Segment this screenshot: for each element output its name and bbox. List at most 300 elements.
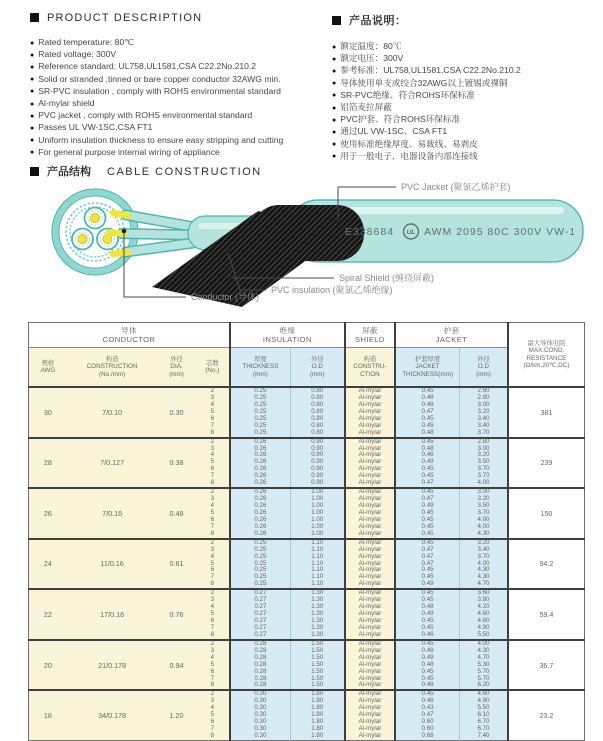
cell-line: 0.27 [254, 589, 267, 597]
cell-line: Al-mylar [358, 407, 382, 415]
cell-line: 3.60 [477, 589, 490, 597]
cell-line: 3 [210, 545, 215, 553]
description-item-text: 导体使用单支或绞合32AWG以上镀锡或裸铜 [340, 77, 508, 88]
cell-line: 0.49 [421, 458, 434, 466]
cell-line: 5 [210, 610, 215, 618]
description-item [30, 49, 322, 61]
cell-line: 0.80 [311, 400, 324, 408]
cell-line: 3 [210, 697, 215, 705]
cell-line: Al-mylar [358, 681, 382, 689]
product-description-zh [332, 12, 598, 163]
cell-line: 0.45 [421, 529, 434, 537]
cell-line: 4.60 [477, 690, 490, 698]
cell-line: 7 [210, 674, 215, 682]
cell-line: 1.50 [311, 646, 324, 654]
table-row [29, 438, 585, 489]
ins-thickness-cell [230, 589, 290, 640]
description-item-text: 通过UL VW-1SC、CSA FT1 [340, 126, 448, 137]
description-item [332, 65, 598, 77]
cell-line: 1.80 [311, 697, 324, 705]
table-row [29, 690, 585, 740]
cell-line: 1.30 [311, 596, 324, 604]
cell-line: 0.25 [254, 393, 267, 401]
dia-cell: 0.30 [157, 387, 195, 438]
cell-line: 5.30 [477, 660, 490, 668]
column-header-row [29, 348, 585, 388]
cell-line: 1.50 [311, 667, 324, 675]
shield-cell [345, 488, 395, 539]
cell-line: 6.20 [477, 681, 490, 689]
column-header: 构造 CONSTRUCTION (No./mm) [67, 348, 158, 388]
resistance-cell: 94.2 [508, 539, 585, 590]
jacket-thickness-cell [395, 539, 459, 590]
section-header-jacket: 护套 JACKET [395, 323, 508, 348]
cell-line: 0.28 [254, 660, 267, 668]
cell-line: Al-mylar [358, 545, 382, 553]
description-item [332, 53, 598, 65]
cell-line: Al-mylar [358, 508, 382, 516]
cell-line: Al-mylar [358, 589, 382, 597]
cell-line: 0.46 [421, 630, 434, 638]
cell-line: 0.60 [421, 725, 434, 733]
cell-line: 1.50 [311, 653, 324, 661]
cell-line: 0.90 [311, 472, 324, 480]
cell-line: 8 [210, 529, 215, 537]
cell-line: Al-mylar [358, 573, 382, 581]
cell-line: 2 [210, 387, 215, 394]
dot-bullet-icon: ● [30, 88, 35, 96]
spec-table [28, 322, 585, 741]
cell-line: 1.50 [311, 681, 324, 689]
description-item-text: 参考标准：UL758,UL1581,CSA C22.2No.210.2 [340, 65, 521, 76]
cell-line: 5 [210, 407, 215, 415]
awg-cell: 26 [29, 488, 67, 539]
cell-line: 0.26 [254, 472, 267, 480]
cell-line: Al-mylar [358, 711, 382, 719]
cell-line: 2 [210, 437, 215, 445]
construction-cell: 7/0.10 [67, 387, 158, 438]
table-row [29, 488, 585, 539]
description-item-text: Rated temperature: 80℃ [38, 37, 134, 47]
column-header: 外径 O.D (mm) [460, 348, 508, 388]
dot-bullet-icon: ● [332, 116, 337, 124]
cell-line: 0.80 [311, 407, 324, 415]
jacket-thickness-cell [395, 438, 459, 489]
cell-line: 3.70 [477, 552, 490, 560]
cell-line: 3.70 [477, 465, 490, 473]
cell-line: 0.90 [311, 444, 324, 452]
cell-line: 1.00 [311, 495, 324, 503]
description-item-text: Passes UL VW-1SC,CSA FT1 [38, 122, 153, 133]
cell-line: 0.48 [421, 393, 434, 401]
dot-bullet-icon: ● [332, 128, 337, 136]
cell-line: 2 [210, 538, 215, 546]
cell-line: Al-mylar [358, 623, 382, 631]
cell-line: 0.45 [421, 589, 434, 597]
awg-cell: 30 [29, 387, 67, 438]
construction-cell: 11/0.16 [67, 539, 158, 590]
cell-line: 5 [210, 458, 215, 466]
cell-line: Al-mylar [358, 414, 382, 422]
cell-line: 1.00 [311, 515, 324, 523]
description-item-text: Al-mylar shield [38, 98, 95, 109]
cell-line: 0.28 [254, 674, 267, 682]
cell-line: 1.30 [311, 589, 324, 597]
description-item [332, 102, 598, 114]
cell-line: 0.25 [254, 414, 267, 422]
cell-line: 3.70 [477, 428, 490, 436]
cell-line: 4.70 [477, 580, 490, 588]
description-item [30, 122, 322, 134]
cores-cell [196, 488, 230, 539]
description-item [332, 126, 598, 138]
product-description-title-text: PRODUCT DESCRIPTION [47, 12, 203, 24]
cell-line: 3.20 [477, 451, 490, 459]
cell-line: 3 [210, 393, 215, 401]
cell-line: 0.45 [421, 472, 434, 480]
dot-bullet-icon: ● [332, 55, 337, 63]
product-description-title-zh-text: 产品说明： [349, 15, 407, 27]
jacket-thickness-cell [395, 488, 459, 539]
jacket-thickness-cell [395, 589, 459, 640]
cell-line: 0.45 [421, 623, 434, 631]
cell-line: 0.25 [254, 580, 267, 588]
cell-line: Al-mylar [358, 653, 382, 661]
cell-line: 0.45 [421, 573, 434, 581]
awg-cell: 18 [29, 690, 67, 740]
section-header-row [29, 323, 585, 348]
cell-line: 0.26 [254, 488, 267, 496]
jacket-od-cell [460, 690, 508, 740]
cell-line: 6 [210, 667, 215, 675]
shield-cell [345, 438, 395, 489]
cell-line: 0.45 [421, 690, 434, 698]
description-item-text: 铝箔麦拉屏蔽 [340, 102, 392, 113]
awg-cell: 24 [29, 539, 67, 590]
cell-line: 6 [210, 718, 215, 726]
cell-line: 0.45 [421, 508, 434, 516]
cell-line: 0.90 [311, 458, 324, 466]
cell-line: 7 [210, 421, 215, 429]
cell-line: Al-mylar [358, 479, 382, 487]
cross-section-conductor [72, 229, 93, 250]
cell-line: 0.45 [421, 437, 434, 445]
cell-line: 0.27 [254, 630, 267, 638]
cell-line: 1.30 [311, 623, 324, 631]
cell-line: 0.27 [254, 623, 267, 631]
cell-line: 0.25 [254, 552, 267, 560]
label-conductor: Conductor (导体) [191, 292, 260, 302]
ins-thickness-cell [230, 488, 290, 539]
cell-line: 1.50 [311, 674, 324, 682]
label-pvc-jacket: PVC Jacket (聚氯乙烯护套) [401, 182, 511, 192]
ins-thickness-cell [230, 387, 290, 438]
cell-line: Al-mylar [358, 559, 382, 567]
dot-bullet-icon: ● [30, 100, 35, 108]
cell-line: 1.80 [311, 718, 324, 726]
cell-line: 1.80 [311, 704, 324, 712]
dia-cell: 0.94 [157, 640, 195, 691]
cell-line: 1.00 [311, 508, 324, 516]
dot-bullet-icon: ● [332, 67, 337, 75]
cell-line: 3.50 [477, 502, 490, 509]
cell-line: Al-mylar [358, 660, 382, 668]
cell-line: 2 [210, 690, 215, 698]
cell-line: 0.45 [421, 421, 434, 429]
cell-line: 0.27 [254, 610, 267, 618]
jacket-od-cell [460, 387, 508, 438]
dot-bullet-icon: ● [332, 141, 337, 149]
cell-line: 8 [210, 732, 215, 739]
cell-line: 5.50 [477, 704, 490, 712]
construction-title-zh: 产品结构 [47, 166, 91, 178]
cell-line: Al-mylar [358, 495, 382, 503]
ins-od-cell [290, 488, 344, 539]
jacket-od-cell [460, 640, 508, 691]
cell-line: 3.70 [477, 508, 490, 516]
cell-line: 1.10 [311, 545, 324, 553]
cell-line: 0.80 [311, 393, 324, 401]
cell-line: Al-mylar [358, 393, 382, 401]
cell-line: 0.49 [421, 580, 434, 588]
resistance-cell: 23.2 [508, 690, 585, 740]
cell-line: 0.30 [254, 732, 267, 739]
shield-cell [345, 690, 395, 740]
cell-line: 0.47 [421, 495, 434, 503]
cell-line: 4.60 [477, 610, 490, 618]
resistance-header: 最大导体电阻 MAX.COND. RESISTANCE (Ω/km,20℃,DC) [508, 323, 585, 388]
shield-cell [345, 640, 395, 691]
shield-pointer-dot [228, 275, 233, 280]
cell-line: Al-mylar [358, 630, 382, 638]
cell-line: Al-mylar [358, 529, 382, 537]
description-item-text: SR-PVC insulation , comply with ROHS environmental standard [38, 85, 281, 96]
column-header: 构造 CONSTRU- CTION [345, 348, 395, 388]
ins-thickness-cell [230, 690, 290, 740]
cross-section-conductor [85, 208, 106, 229]
resistance-cell: 150 [508, 488, 585, 539]
jacket-od-cell [460, 539, 508, 590]
description-item [30, 147, 322, 159]
cell-line: 0.49 [421, 653, 434, 661]
description-item [332, 41, 598, 53]
cell-line: 6.70 [477, 718, 490, 726]
dot-bullet-icon: ● [30, 76, 35, 84]
cell-line: 1.10 [311, 573, 324, 581]
cell-line: Al-mylar [358, 639, 382, 647]
cell-line: 0.45 [421, 515, 434, 523]
cores-cell [196, 387, 230, 438]
cell-line: 0.47 [421, 479, 434, 487]
table-row [29, 589, 585, 640]
cell-line: 4 [210, 552, 215, 560]
construction-cell: 21/0.178 [67, 640, 158, 691]
product-description-en [30, 12, 322, 159]
construction-cell: 7/0.16 [67, 488, 158, 539]
product-description-list-zh [332, 41, 598, 163]
conductor-pointer-dot [122, 229, 127, 234]
cell-line: 0.26 [254, 458, 267, 466]
cell-line: 3 [210, 495, 215, 503]
cell-line: 1.80 [311, 732, 324, 739]
dot-bullet-icon: ● [30, 51, 35, 59]
description-item-text: Solid or stranded ,tinned or bare copper conductor 32AWG min. [38, 73, 281, 84]
cell-line: 5 [210, 660, 215, 668]
dot-bullet-icon: ● [30, 112, 35, 120]
section-header-insulation: 绝缘 INSULATION [230, 323, 345, 348]
shield-cell [345, 539, 395, 590]
cell-line: 0.25 [254, 559, 267, 567]
table-row [29, 539, 585, 590]
insulation-pointer-dot [226, 249, 231, 254]
cell-line: 0.90 [311, 479, 324, 487]
description-item-text: 使用标准绝缘厚度、易裁线、易剥皮 [340, 138, 478, 149]
cell-line: 4 [210, 704, 215, 712]
construction-cell: 17/0.16 [67, 589, 158, 640]
jacket-od-cell [460, 438, 508, 489]
cell-line: 0.27 [254, 603, 267, 611]
ins-thickness-cell [230, 539, 290, 590]
description-item-text: 用于一般电子、电器设备内部连接线 [340, 150, 478, 161]
cell-line: 0.26 [254, 502, 267, 509]
resistance-cell: 59.4 [508, 589, 585, 640]
cell-line: 0.45 [421, 522, 434, 530]
description-item-text: PVC护套、符合ROHS环保标准 [340, 114, 461, 125]
cell-line: Al-mylar [358, 603, 382, 611]
cell-line: 5.70 [477, 674, 490, 682]
cell-line: 4.00 [477, 515, 490, 523]
cell-line: 3.00 [477, 488, 490, 496]
cell-line: 8 [210, 630, 215, 638]
cell-line: 0.26 [254, 437, 267, 445]
cell-line: Al-mylar [358, 538, 382, 546]
cell-line: 0.25 [254, 407, 267, 415]
cable-construction-diagram [0, 175, 603, 323]
dot-bullet-icon: ● [332, 43, 337, 51]
cell-line: 3.20 [477, 407, 490, 415]
jacket-od-cell [460, 488, 508, 539]
label-spiral-shield: Spiral Shield (缠绕屏蔽) [339, 273, 435, 283]
column-header: 厚度 THICKNESS (mm) [230, 348, 290, 388]
cell-line: 2 [210, 639, 215, 647]
cell-line: 0.28 [254, 639, 267, 647]
cell-line: 5 [210, 559, 215, 567]
cell-line: 4.00 [477, 479, 490, 487]
cell-line: 3.00 [477, 444, 490, 452]
cell-line: 0.45 [421, 674, 434, 682]
cell-line: 1.10 [311, 566, 324, 574]
dia-cell: 0.38 [157, 438, 195, 489]
cell-line: Al-mylar [358, 732, 382, 739]
cell-line: 0.90 [311, 451, 324, 459]
cell-line: 0.25 [254, 400, 267, 408]
cell-line: 0.48 [421, 660, 434, 668]
cell-line: Al-mylar [358, 690, 382, 698]
cell-line: 0.45 [421, 465, 434, 473]
cell-line: 0.45 [421, 617, 434, 624]
description-item-text: PVC jacket , comply with ROHS environmental standard [38, 110, 253, 121]
cell-line: 6 [210, 617, 215, 624]
jacket-pointer-dot [336, 220, 341, 225]
cell-line: Al-mylar [358, 428, 382, 436]
awg-cell: 20 [29, 640, 67, 691]
ins-od-cell [290, 640, 344, 691]
cell-line: 0.25 [254, 387, 267, 394]
product-description-title-en [30, 12, 322, 24]
cores-cell [196, 438, 230, 489]
awg-cell: 22 [29, 589, 67, 640]
dot-bullet-icon: ● [30, 137, 35, 145]
cell-line: Al-mylar [358, 472, 382, 480]
product-description-title-zh [332, 12, 598, 28]
cell-line: 1.50 [311, 660, 324, 668]
cell-line: Al-mylar [358, 400, 382, 408]
cell-line: 1.30 [311, 630, 324, 638]
cable-wires [109, 213, 200, 254]
construction-cell: 7/0.127 [67, 438, 158, 489]
column-header: 规格 AWG [29, 348, 67, 388]
cell-line: 0.28 [254, 681, 267, 689]
cell-line: Al-mylar [358, 596, 382, 604]
cell-line: 0.45 [421, 538, 434, 546]
cell-line: 1.00 [311, 522, 324, 530]
cell-line: 3.40 [477, 421, 490, 429]
cell-line: Al-mylar [358, 674, 382, 682]
cell-line: 7.40 [477, 732, 490, 739]
description-item [30, 98, 322, 110]
cell-line: Al-mylar [358, 566, 382, 574]
cell-line: 3.20 [477, 495, 490, 503]
description-item [30, 110, 322, 122]
cell-line: 8 [210, 428, 215, 436]
cell-line: 0.90 [311, 437, 324, 445]
resistance-cell: 36.7 [508, 640, 585, 691]
dot-bullet-icon: ● [332, 80, 337, 88]
construction-cell: 34/0.178 [67, 690, 158, 740]
cell-line: 4 [210, 603, 215, 611]
cell-line: 0.26 [254, 515, 267, 523]
cell-line: 4 [210, 451, 215, 459]
description-item [332, 78, 598, 90]
cell-line: 1.80 [311, 690, 324, 698]
cell-line: 0.48 [421, 681, 434, 689]
cell-line: 1.10 [311, 559, 324, 567]
awg-cell: 28 [29, 438, 67, 489]
dia-cell: 0.61 [157, 539, 195, 590]
cell-line: 5 [210, 508, 215, 516]
cell-line: 0.26 [254, 522, 267, 530]
cell-line: Al-mylar [358, 667, 382, 675]
cell-line: 0.48 [421, 603, 434, 611]
cell-line: 0.60 [421, 718, 434, 726]
dot-bullet-icon: ● [30, 39, 35, 47]
square-bullet-icon [30, 13, 39, 22]
label-pvc-insulation: PVC insulation (聚氯乙烯绝缘) [271, 285, 393, 295]
cell-line: 1.30 [311, 610, 324, 618]
cell-line: 0.45 [421, 414, 434, 422]
cell-line: 4.90 [477, 697, 490, 705]
cell-line: 3 [210, 596, 215, 604]
cell-line: Al-mylar [358, 646, 382, 654]
dia-cell: 1.20 [157, 690, 195, 740]
cell-line: Al-mylar [358, 387, 382, 394]
cell-line: Al-mylar [358, 465, 382, 473]
cell-line: 0.45 [421, 566, 434, 574]
cell-line: 6 [210, 414, 215, 422]
description-item [30, 74, 322, 86]
cell-line: 8 [210, 681, 215, 689]
cell-line: 3 [210, 646, 215, 654]
